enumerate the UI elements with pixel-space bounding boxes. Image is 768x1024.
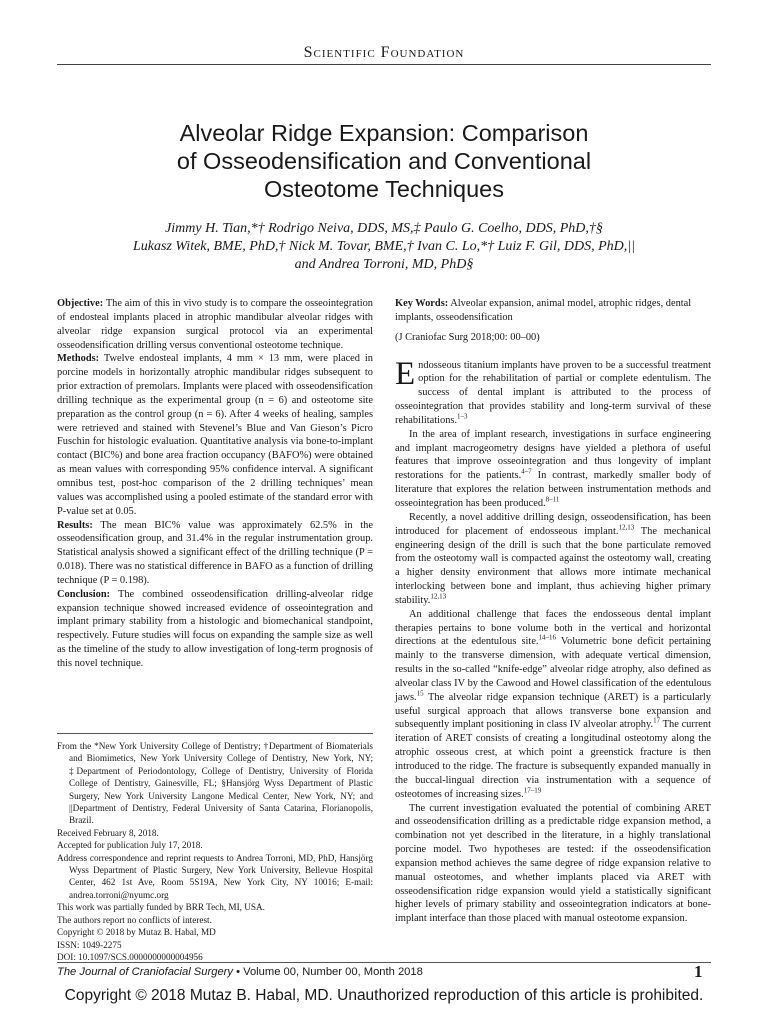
doi: DOI: 10.1097/SCS.0000000000004956	[57, 951, 203, 962]
authors-line-2: Lukasz Witek, BME, PhD,† Nick M. Tovar, BME,† Ivan C. Lo,*† Luiz F. Gil, DDS, PhD,||	[133, 239, 635, 254]
footer-journal	[57, 966, 423, 978]
journal-citation: (J Craniofac Surg 2018;00: 00–00)	[395, 331, 540, 343]
abstract	[57, 297, 373, 671]
correspondence-address: Address correspondence and reprint requests to Andrea Torroni, MD, PhD, Hansjörg Wyss Department of Plastic Surgery, New York University, Bellevue Hospital Center, 462 1st Ave, Room 5S19A, New York City, NY 10016; E-mail: andrea.torroni@nyumc.org	[57, 852, 373, 900]
affiliation-rule	[57, 733, 373, 734]
authors-line-1: Jimmy H. Tian,*† Rodrigo Neiva, DDS, MS,‡ Paulo G. Coelho, DDS, PhD,†§	[165, 221, 603, 236]
body-paragraph-2: In the area of implant research, investigations in surface engineering and implant macrogeometry designs have yielded a plethora of useful features that improve osseointegration and thus longevity of implant restorations for the patients.$^{4-7}$ In contrast, markedly smaller body of literature that explores the relation between instrumentation methods and osseointegration has been produced.$^{8-11}$	[395, 428, 711, 509]
abstract-results	[57, 519, 373, 588]
objective-text: The aim of this in vivo study is to compare the osseointegration of endosteal implants placed in atrophic mandibular alveolar ridges with alveolar ridge expansion surgical protocol via an experimental osseodensification drilling versus conventional osteotome technique.	[57, 298, 373, 351]
journal-name: The Journal of Craniofacial Surgery	[57, 966, 233, 978]
authors-line-3: and Andrea Torroni, MD, PhD§	[294, 257, 474, 272]
accepted-date: Accepted for publication July 17, 2018.	[57, 840, 203, 851]
body-paragraph-5: The current investigation evaluated the potential of combining ARET and osseodensification drilling as a predictable ridge expansion method, a combination not yet described in the literature, in a highly translational porcine model. Two hypotheses are tested: if the osseodensification expansion method achieves the same degree of ridge expansion relative to manual osteotomes, and whether implants placed via ARET with osseodensification ridge expansion would yield a statistically significant higher levels of primary stability and osseointegration indicators at bone-implant interface than those placed with manual osteotome expansion.	[395, 802, 711, 925]
funding-note: This work was partially funded by BRR Tech, MI, USA.	[57, 902, 265, 913]
methods-label: Methods:	[57, 353, 100, 365]
body-paragraph-1: Endosseous titanium implants have proven to be a successful treatment option for the rehabilitation of partial or complete edentulism. The success of dental implant is attributed to the process of osseointegration that provides stability and long-term survival of these rehabilitations.$^{1-3}$	[395, 355, 711, 426]
results-text: The mean BIC% value was approximately 62.5% in the osseodensification group, and 31.4% in the regular instrumentation group. Statistical analysis showed a significant effect of the drilling technique (P = 0.018). There was no statistical difference in BAFO as a function of drilling technique (P = 0.198).	[57, 519, 373, 586]
affiliation-from: From the *New York University College of Dentistry; †Department of Biomaterials and Biomimetics, New York University College of Dentistry, New York, NY; ‡Department of Periodontology, College of Dentistry, University of Florida College of Dentistry, Gainesville, FL; §Hansjörg Wyss Department of Plastic Surgery, New York University Langone Medical Center, New York, NY; and ||Department of Dentistry, Federal University of Santa Catarina, Florianopolis, Brazil.	[57, 741, 373, 826]
body-paragraph-4: An additional challenge that faces the endosseous dental implant therapies pertains to bone volume both in the vertical and horizontal directions at the edentulous site.$^{14-16}$ Volumetric bone deficit pertaining mainly to the transverse dimension, with adequate vertical dimension, results in the so-called “knife-edge” alveolar ridge atrophy, also defined as alveolar class IV by the Cawood and Howel classification of the edentulous jaws.$^{15}$ The alveolar ridge expansion technique (ARET) is a particularly useful surgical approach that allows transverse bone expansion and subsequently implant positioning in class IV alveolar atrophy.$^{17}$ The current iteration of ARET consists of creating a longitudinal osteotomy along the atrophic osseous crest, at which point a greenstick fracture is then introduced to the ridge. The fracture is subsequently expanded manually in the buccal-lingual direction via instrumentation with a sequence of osteotomes of increasing sizes.$^{17-19}$	[395, 608, 711, 800]
issue-info: • Volume 00, Number 00, Month 2018	[232, 966, 423, 978]
title-line-3: Osteotome Techniques	[264, 176, 504, 202]
conflicts-note: The authors report no conflicts of interest.	[57, 914, 212, 925]
abstract-objective	[57, 297, 373, 352]
copyright-note: Copyright © 2018 by Mutaz B. Habal, MD	[57, 927, 216, 938]
article-title	[60, 119, 708, 203]
footer-rule	[57, 962, 711, 963]
title-line-2: of Osseodensification and Conventional	[176, 148, 592, 174]
drop-cap: E	[395, 355, 416, 392]
objective-label: Objective:	[57, 298, 104, 309]
abstract-methods	[57, 352, 373, 518]
header-rule	[57, 64, 711, 65]
body-paragraph-3: Recently, a novel additive drilling design, osseodensification, has been introduced for placement of endosseous implant.$^{12,13}$ The mechanical engineering design of the drill is such that the bone particulate removed from the osteotomy wall is compacted against the osteotomy wall, creating a higher density environment that allows more intimate mechanical interlocking between bone and implant, thus achieving higher primary stability.$^{12,13}$	[395, 511, 712, 606]
page-number: 1	[694, 962, 703, 981]
section-header: Scientific Foundation	[303, 44, 465, 61]
copyright-banner: Copyright © 2018 Mutaz B. Habal, MD. Unauthorized reproduction of this article is prohibited.	[64, 987, 704, 1004]
keywords	[395, 297, 711, 325]
received-date: Received February 8, 2018.	[57, 827, 159, 838]
abstract-conclusion	[57, 588, 373, 671]
body-column	[395, 297, 711, 926]
title-line-1: Alveolar Ridge Expansion: Comparison	[179, 120, 589, 146]
issn: ISSN: 1049-2275	[57, 939, 122, 950]
conclusion-text: The combined osseodensification drilling-alveolar ridge expansion technique showed increased evidence of osseointegration and implant primary stability from a histologic and biomechanical standpoint, respectively. Future studies will focus on expanding the sample size as well as the timeline of the study to allow investigation of long-term prognosis of this novel technique.	[57, 588, 373, 669]
author-list	[60, 220, 708, 274]
keywords-text: Alveolar expansion, animal model, atrophic ridges, dental implants, osseodensification	[395, 298, 692, 323]
keywords-label: Key Words:	[395, 298, 449, 309]
affiliations	[57, 740, 373, 963]
conclusion-label: Conclusion:	[57, 588, 111, 600]
results-label: Results:	[57, 519, 93, 531]
methods-text: Twelve endosteal implants, 4 mm × 13 mm, were placed in porcine models in horizontally atrophic mandibular ridges subsequent to prior extraction of premolars. Implants were placed with osseodensification drilling technique as the experimental group (n = 6) and osteotome site preparation as the control group (n = 6). After 4 weeks of healing, samples were retrieved and stained with Stevenel’s Blue and Van Gieson’s Picro Fuschin for histologic evaluation. Quantitative analysis via bone-to-implant contact (BIC%) and bone area fraction occupancy (BAFO%) were obtained as mean values with corresponding 95% confidence interval. A significant omnibus test, post-hoc comparison of the 2 drilling techniques’ mean values was accomplished using a pooled estimate of the standard error with P-value set at 0.05.	[57, 353, 373, 517]
